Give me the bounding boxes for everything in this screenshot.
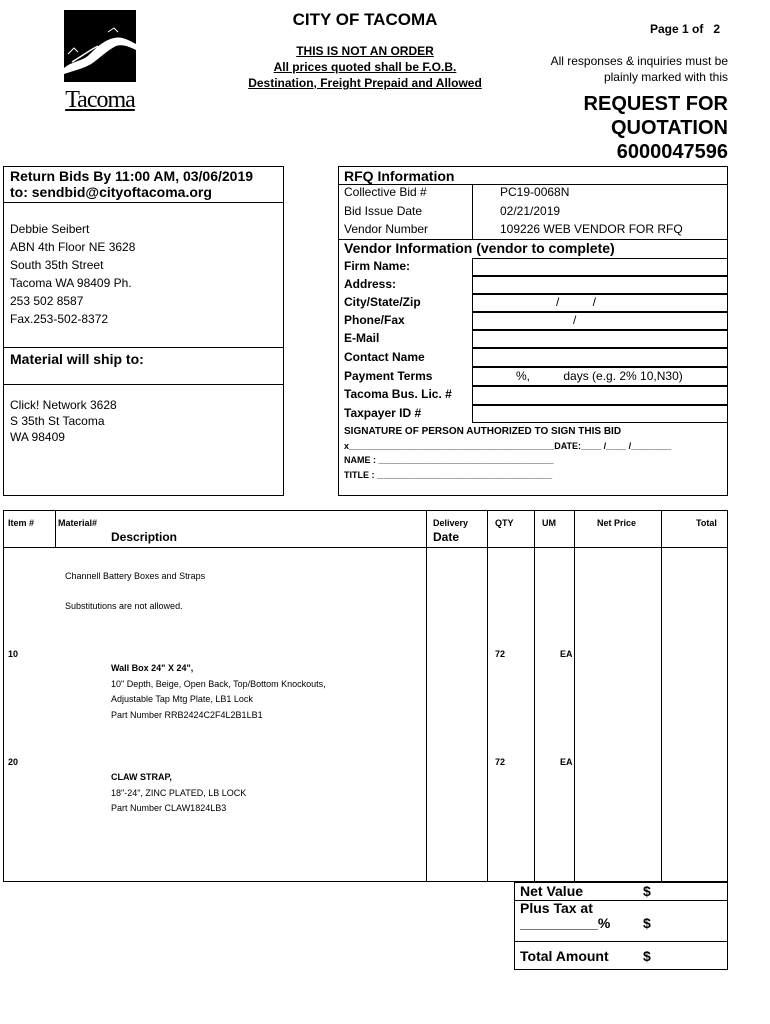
- header-delivery: Delivery: [433, 518, 469, 528]
- contact-line: Debbie Seibert: [10, 222, 90, 236]
- rfq-label-issue-date: Bid Issue Date: [344, 204, 423, 218]
- item-number: 10: [8, 649, 19, 659]
- title-line[interactable]: TITLE : ___________________________________: [344, 470, 553, 480]
- bus-lic-field[interactable]: [472, 386, 728, 405]
- city-state-zip-field[interactable]: [472, 294, 728, 312]
- header-date: Date: [433, 530, 460, 544]
- item-title: CLAW STRAP,: [111, 772, 172, 782]
- rfq-number: 6000047596: [616, 141, 728, 163]
- item-um: EA: [560, 649, 573, 659]
- item-title: Wall Box 24" X 24",: [111, 663, 194, 673]
- item-detail: Part Number CLAW1824LB3: [111, 803, 227, 813]
- ship-to-line: S 35th St Tacoma: [10, 414, 105, 428]
- divider: [3, 202, 284, 203]
- contact-line: 253 502 8587: [10, 294, 84, 308]
- table-header-divider: [3, 547, 728, 548]
- header-total: Total: [696, 518, 717, 528]
- vendor-label-address: Address:: [344, 277, 397, 291]
- item-detail: Adjustable Tap Mtg Plate, LB1 Lock: [111, 694, 253, 704]
- col-divider: [574, 510, 575, 882]
- responses-note-line1: All responses & inquiries must be: [550, 54, 728, 68]
- responses-note-line2: plainly marked with this: [603, 70, 728, 84]
- ship-to-line: WA 98409: [10, 430, 65, 444]
- city-title: CITY OF TACOMA: [292, 10, 438, 29]
- return-bids-line2: to: sendbid@cityoftacoma.org: [10, 184, 212, 200]
- return-bids-line1: Return Bids By 11:00 AM, 03/06/2019: [10, 168, 254, 184]
- total-amount-currency: $: [643, 948, 651, 964]
- header-qty: QTY: [495, 518, 514, 528]
- item-detail: 10" Depth, Beige, Open Back, Top/Bottom Knockouts,: [111, 679, 326, 689]
- rfq-info-title: RFQ Information: [344, 168, 455, 184]
- rfq-title-line1: REQUEST FOR: [583, 93, 728, 115]
- ship-to-address: [10, 397, 117, 445]
- fob-notice-line1: All prices quoted shall be F.O.B.: [273, 60, 457, 74]
- col-divider: [661, 510, 662, 882]
- vendor-label-payment-terms: Payment Terms: [344, 369, 433, 383]
- payment-terms-hint: %, days (e.g. 2% 10,N30): [516, 369, 683, 383]
- page-indicator: Page 1 of 2: [649, 22, 720, 36]
- contact-block: [10, 220, 135, 328]
- rfq-label-collective-bid: Collective Bid #: [344, 185, 427, 199]
- not-order-notice: THIS IS NOT AN ORDER: [296, 44, 434, 58]
- ship-to-line: Click! Network 3628: [10, 398, 117, 412]
- item-number: 20: [8, 757, 19, 767]
- item-detail: Part Number RRB2424C2F4L2B1LB1: [111, 710, 263, 720]
- tax-rate-field[interactable]: __________%: [520, 915, 611, 931]
- tax-currency: $: [643, 915, 651, 931]
- divider: [472, 184, 473, 240]
- divider: [3, 384, 284, 385]
- vendor-label-firm-name: Firm Name:: [344, 259, 411, 273]
- return-bids-box: [3, 166, 284, 496]
- total-amount-label: Total Amount: [520, 948, 609, 964]
- col-divider: [534, 510, 535, 882]
- address-field[interactable]: [472, 276, 728, 294]
- contact-line: Tacoma WA 98409 Ph.: [10, 276, 132, 290]
- contact-name-field[interactable]: [472, 348, 728, 367]
- contact-line: South 35th Street: [10, 258, 104, 272]
- item-qty: 72: [495, 757, 506, 767]
- vendor-label-bus-lic: Tacoma Bus. Lic. #: [344, 387, 452, 401]
- intro-line: Substitutions are not allowed.: [65, 601, 183, 611]
- divider: [3, 347, 284, 348]
- rfq-label-vendor-number: Vendor Number: [344, 222, 429, 236]
- rfq-value-collective-bid: PC19-0068N: [500, 185, 570, 199]
- logo-text: Tacoma: [65, 87, 135, 113]
- net-value-label: Net Value: [520, 883, 584, 899]
- header-item: Item #: [8, 518, 35, 528]
- vendor-label-taxpayer-id: Taxpayer ID #: [344, 406, 422, 420]
- signature-line[interactable]: x_________________________________________DATE:____ /____ /________: [344, 441, 672, 451]
- net-value-currency: $: [643, 883, 651, 899]
- vendor-label-contact-name: Contact Name: [344, 350, 425, 364]
- header-material: Material#: [58, 518, 98, 528]
- contact-line: ABN 4th Floor NE 3628: [10, 240, 136, 254]
- city-state-zip-separators: / /: [556, 295, 597, 309]
- header-um: UM: [542, 518, 556, 528]
- rfq-value-vendor-number: 109226 WEB VENDOR FOR RFQ: [500, 222, 683, 236]
- email-field[interactable]: [472, 330, 728, 348]
- item-qty: 72: [495, 649, 506, 659]
- name-line[interactable]: NAME : ___________________________________: [344, 455, 554, 465]
- rfq-title-line2: QUOTATION: [610, 117, 728, 139]
- vendor-info-title: Vendor Information (vendor to complete): [344, 240, 615, 256]
- contact-line: Fax.253-502-8372: [10, 312, 109, 326]
- header-description: Description: [111, 530, 178, 544]
- intro-line: Channell Battery Boxes and Straps: [65, 571, 206, 581]
- signature-title: SIGNATURE OF PERSON AUTHORIZED TO SIGN THIS BID: [344, 426, 622, 437]
- rfq-value-issue-date: 02/21/2019: [500, 204, 561, 218]
- phone-fax-field[interactable]: [472, 312, 728, 330]
- phone-fax-separator: /: [573, 313, 577, 327]
- vendor-label-phone-fax: Phone/Fax: [344, 313, 405, 327]
- ship-to-title: Material will ship to:: [10, 351, 144, 367]
- divider: [514, 941, 728, 942]
- header-net-price: Net Price: [597, 518, 637, 528]
- plus-tax-label: Plus Tax at: [520, 900, 593, 916]
- col-divider: [426, 510, 427, 882]
- fob-notice-line2: Destination, Freight Prepaid and Allowed: [248, 76, 482, 90]
- firm-name-field[interactable]: [472, 258, 728, 276]
- vendor-label-email: E-Mail: [344, 331, 380, 345]
- vendor-label-city-state-zip: City/State/Zip: [344, 295, 421, 309]
- col-divider: [55, 510, 56, 547]
- col-divider: [487, 510, 488, 882]
- item-detail: 18"-24", ZINC PLATED, LB LOCK: [111, 788, 247, 798]
- taxpayer-id-field[interactable]: [472, 405, 728, 423]
- item-um: EA: [560, 757, 573, 767]
